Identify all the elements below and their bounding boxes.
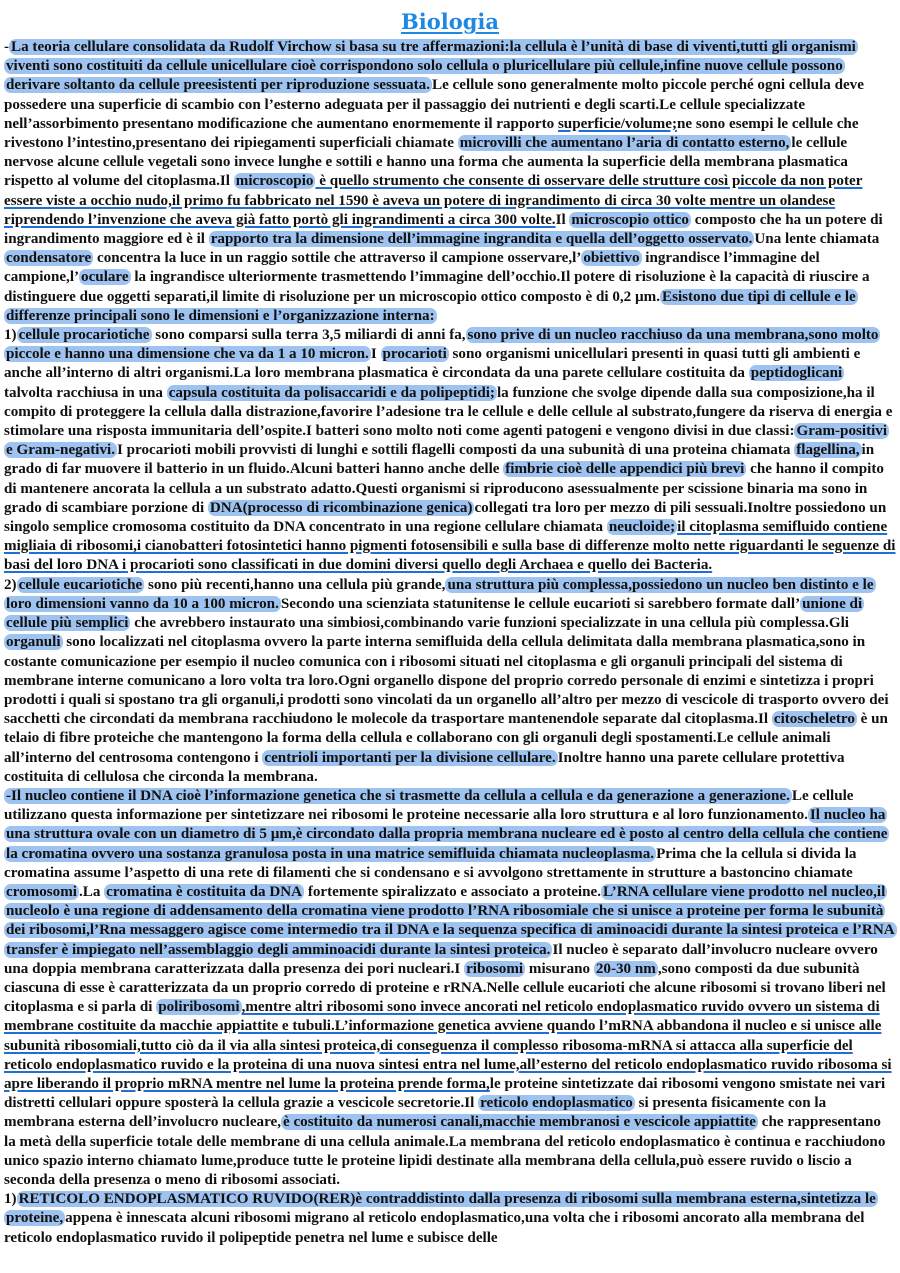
plain-text: le proteine sintetizzate dai ribosomi vengono smistate nei vari distretti cellulari oppure sposterà la cellula grazie a vescicole secretorie.Il [4, 1075, 886, 1112]
highlighted-text: peptidoglicani [750, 365, 843, 382]
plain-text: fortemente spiralizzato e associato a proteine. [304, 883, 601, 900]
underlined-text: superficie/volume; [557, 115, 677, 132]
plain-text: misurano [525, 960, 594, 977]
plain-text: che hanno il compito di mantenere ancorata la cellula a un substrato adatto.Questi organismi si riproducono asessualmente per scissione binaria ma sono in grado di scambiare porzione di [4, 461, 884, 516]
plain-text: .La [78, 883, 105, 900]
highlighted-text: flagellina, [796, 442, 860, 459]
plain-text: le cellule nervose alcune cellule vegetali sono invece lunghe e sottili e hanno una forma che aumenta la superficie della membrana plasmatica rispetto al volume del citoplasma.Il [4, 135, 848, 190]
underlined-text: ,mentre altri ribosomi sono invece ancorati nel reticolo endoplasmatico ruvido ovvero un sistema di membrane costituite da macchie appiattite e tubuli.L’informazione genetica avviene quando l’mRNA abbandona il nucleo e si unisce alle subunità ribosomiali,tutto ciò da il via alla sintesi proteica,di conseguenza il complesso ribosoma-mRNA si attacca alla superficie del reticolo endoplasmatico ruvido e la proteina di una nuova sintesi entra nel lume,all’esterno del reticolo endoplasmatico ruvido ribosoma si apre liberando il proprio mRNA mentre nel lume la proteina prende forma, [4, 999, 892, 1092]
highlighted-text: La teoria cellulare consolidata da Rudolf Virchow si basa su tre affermazioni:la cellula è l’unità di base di viventi,tutti gli organismi viventi sono costituiti da cellule unicellulare cioè corrispondono solo cellula o pluricellulare più cellule,infine nuove cellule possono derivare soltanto da cellule preesistenti per riproduzione sessuata. [6, 39, 856, 94]
highlighted-text: Il nucleo ha una struttura ovale con un diametro di 5 µm,è circondato dalla propria membrana nucleare ed è posto al centro della cellula che contiene la cromatina ovvero una sostanza granulosa posta in una matrice semifluida chiamata nucleoplasma. [6, 807, 888, 862]
plain-text: sono più recenti,hanno una cellula più grande, [144, 576, 446, 593]
highlighted-text: microscopio [235, 173, 314, 190]
highlighted-text: una struttura più complessa,possiedono un nucleo ben distinto e le loro dimensioni vanno da 10 a 100 micron. [6, 576, 874, 612]
plain-text: in grado di far muovere il batterio in un fluido.Alcuni batteri hanno anche delle [4, 442, 875, 478]
highlighted-text: unione di cellule più semplici [6, 595, 863, 632]
underlined-text: il citoplasma semifluido contiene migliaia di ribosomi,i cianobatteri fotosintetici hanno pigmenti fotosensibili e sulla base di differenze molto nette riguardanti le seguenze di basi del loro DNA i procarioti sono classificati in due domini diversi quello degli Archaea e quello dei Bacteria. [4, 519, 896, 574]
plain-text: - [4, 39, 10, 55]
highlighted-text: fimbrie cioè delle appendici più brevi [505, 461, 745, 478]
plain-text: 2) [4, 576, 17, 593]
highlighted-text: neucloide; [608, 519, 676, 536]
plain-text: 1) [4, 327, 17, 344]
plain-text: che rappresentano la metà della superficie totale delle membrane di una cellula animale.La membrana del reticolo endoplasmatico è continua e racchiudono unico spazio interno chiamato lume,produce tutte le proteine lipidi destinate alla membrana della cellula,può essere ruvido o liscio a seconda della presenza o meno di ribosomi associati. [4, 1114, 886, 1188]
underlined-text: è quello strumento che consente di osservare delle strutture così piccole da non poter essere viste a occhio nudo,il primo fu fabbricato nel 1590 è aveva un potere di ingrandimento di circa 30 volte mentre un olandese riprendendo l’invenzione che aveva già fatto portò gli ingrandimenti a circa 300 volte. [4, 173, 863, 228]
highlighted-text: microscopio ottico [571, 211, 689, 228]
plain-text: Il [555, 211, 570, 228]
plain-text: Le cellule sono generalmente molto piccole perché ogni cellula deve possedere una superficie di scambio con l’esterno adeguata per il passaggio dei nutrienti e degli scarti.Le cellule specializzate nell’assorbimento presentano modificazione che aumentano enormemente il rapporto [4, 77, 864, 132]
paragraph [4, 1190, 896, 1248]
highlighted-text: cromosomi [6, 883, 77, 900]
highlighted-text: oculare [81, 269, 129, 286]
highlighted-text: è costituito da numerosi canali,macchie membranosi e vescicole appiattite [282, 1114, 756, 1131]
highlighted-text: RETICOLO ENDOPLASMATICO RUVIDO(RER)è contraddistinto dalla presenza di ribosomi sulla membrana esterna,sintetizza le proteine, [6, 1191, 876, 1227]
plain-text: la funzione che svolge dipende dalla sua composizione,ha il compito di proteggere la cellula dalla distrazione,favorire l’adesione tra le cellule e delle cellule al substrato,fungere da riserva di energia e stimolare una risposta immunitaria dell’ospite.I batteri sono molto noti come agenti patogeni e vengono divisi in due classi: [4, 384, 893, 440]
highlighted-text: reticolo endoplasmatico [480, 1095, 633, 1112]
plain-text: è un telaio di fibre proteiche che mantengono la forma della cellula e collaborano con gli organuli degli spostamenti.Le cellule animali all’interno del centrosoma contengono i [4, 711, 888, 766]
plain-text: Le cellule utilizzano questa informazione per sintetizzare nei ribosomi le proteine necessarie alla loro struttura e al loro funzionamento. [4, 787, 854, 824]
plain-text: talvolta racchiusa in una [4, 384, 167, 401]
plain-text: I procarioti mobili provvisti di lunghi e sottili flagelli composti da una subunità di una proteina chiamata [116, 442, 795, 459]
highlighted-text: Gram-positivi e Gram-negativi. [6, 423, 888, 459]
highlighted-text: capsula costituita da polisaccaridi e da polipeptidi; [168, 384, 495, 401]
plain-text: che avrebbero instaurato una simbiosi,combinando varie funzioni specializzate in una cellula più complessa.Gli [130, 615, 849, 632]
highlighted-text: 20-30 nm [595, 960, 656, 977]
plain-text: Una lente chiamata [754, 231, 880, 248]
highlighted-text: centrioli importanti per la divisione cellulare. [264, 749, 556, 766]
highlighted-text: organuli [6, 634, 61, 651]
plain-text: si presenta fisicamente con la membrana esterna dell’involucro nucleare, [4, 1095, 827, 1131]
highlighted-text: obiettivo [583, 250, 640, 267]
highlighted-text: cellule procariotiche [18, 327, 150, 344]
highlighted-text: cromatina è costituita da DNA [106, 883, 303, 900]
plain-text: composto che ha un potere di ingrandimento maggiore ed è il [4, 211, 883, 248]
highlighted-text: citoscheletro [773, 711, 855, 728]
plain-text: collegati tra loro per mezzo di pili sessuali.Inoltre possiedono un singolo semplice cromosoma costituito da DNA concentrato in una regione cellulare chiamata [4, 499, 887, 536]
highlighted-text: -Il nucleo contiene il DNA cioè l’informazione genetica che si trasmette da cellula a cellula e da generazione a generazione. [6, 787, 790, 804]
highlighted-text: cellule eucariotiche [18, 576, 143, 593]
highlighted-text: DNA(processo di ricombinazione genica) [209, 499, 473, 516]
plain-text: ingrandisce l’immagine del campione,l’ [4, 250, 820, 286]
plain-text: Secondo una scienziata statunitense le cellule eucarioti si sarebbero formate dall’ [280, 595, 801, 612]
highlighted-text: sono prive di un nucleo racchiuso da una membrana,sono molto piccole e hanno una dimensione che va da 1 a 10 micron. [6, 327, 879, 363]
highlighted-text: microvilli che aumentano l’aria di contatto esterno, [459, 135, 790, 152]
highlighted-text: L’RNA cellulare viene prodotto nel nucleo,il nucleolo è una regione di addensamento della cromatina viene prodotto l’RNA ribosomiale che si unisce a proteine per forma le subunità dei ribosomi,l’Rna messaggero agisce come intermedio tra il DNA e la sequenza specifica di aminoacidi durante la sintesi proteica e l’RNA transfer è impiegato nell’assemblaggio degli amminoacidi durante la sintesi proteica. [6, 883, 895, 958]
plain-text: ne sono esempi le cellule che rivestono l’intestino,presentano dei ripiegamenti superficiali chiamate [4, 115, 859, 152]
plain-text: 1) [4, 1191, 17, 1208]
document-body [4, 38, 896, 1248]
plain-text: appena è innescata alcuni ribosomi migrano al reticolo endoplasmatico,una volta che i ribosomi ancorato alla membrana del reticolo endoplasmatico ruvido il polipeptide penetra nel lume e subisce delle [4, 1210, 865, 1246]
highlighted-text: Esistono due tipi di cellule e le differenze principali sono le dimensioni e l’organizzazione interna: [6, 288, 856, 324]
plain-text: sono comparsi sulla terra 3,5 miliardi di anni fa, [151, 327, 466, 344]
plain-text: la ingrandisce ulteriormente trasmettendo l’immagine dell’occhio.Il potere di risoluzione è la capacità di riuscire a distinguere due oggetti separati,il limite di risoluzione per un microscopio ottico composto è di 0,2 µm. [4, 269, 870, 305]
document-title: Biologia [401, 9, 499, 34]
highlighted-text: poliribosomi [158, 999, 240, 1016]
paragraph [4, 576, 896, 787]
plain-text: Prima che la cellula si divida la cromatina assume l’aspetto di una rete di filamenti che si condensano e si avvolgono strettamente in strutture a bastoncino chiamate [4, 845, 857, 881]
plain-text: sono organismi unicellulari presenti in quasi tutti gli ambienti e anche all’interno di altri organismi.La loro membrana plasmatica è circondata da una parete cellulare costituita da [4, 346, 861, 382]
paragraph [4, 787, 896, 1190]
plain-text: Inoltre hanno una parete cellulare protettiva costituita di cellulosa che circonda la membrana. [4, 749, 845, 785]
paragraph [4, 38, 896, 326]
plain-text: sono localizzati nel citoplasma ovvero la parte interna semifluida della cellula delimitata dalla membrana plasmatica,sono in costante comunicazione per esempio il nucleo comunica con i ribosomi situati nel citoplasma e gli organuli principali del sistema di membrane interne comunicano a loro volta tra loro.Ogni organello dispone del proprio corredo personale di enzimi e sintetizza i propri prodotti i quali si spostano tra gli organuli,i prodotti sono vincolati da un organello all’altro per mezzo di vescicole di trasporto ovvero dei sacchetti che circondati da membrana racchiudono le molecole da trasportare mantenendole separate dal citoplasma.Il [4, 634, 889, 728]
paragraph [4, 326, 896, 576]
plain-text: ,sono composti da due subunità ciascuna di esse è caratterizzata da un proprio corredo di proteine e rRNA.Nelle cellule eucarioti che alcune ribosomi si trovano liberi nel citoplasma e si parla di [4, 960, 886, 1016]
highlighted-text: condensatore [6, 250, 92, 267]
highlighted-text: rapporto tra la dimensione dell’immagine ingrandita e quella dell’oggetto osservato. [210, 231, 753, 248]
plain-text: concentra la luce in un raggio sottile che attraverso il campione osservare,l’ [93, 250, 582, 267]
highlighted-text: ribosomi [466, 960, 524, 977]
plain-text: I [370, 346, 381, 363]
highlighted-text: procarioti [382, 346, 447, 363]
plain-text: Il nucleo è separato dall’involucro nucleare ovvero una doppia membrana caratterizzata dalla presenza dei pori nucleari.I [4, 941, 878, 977]
